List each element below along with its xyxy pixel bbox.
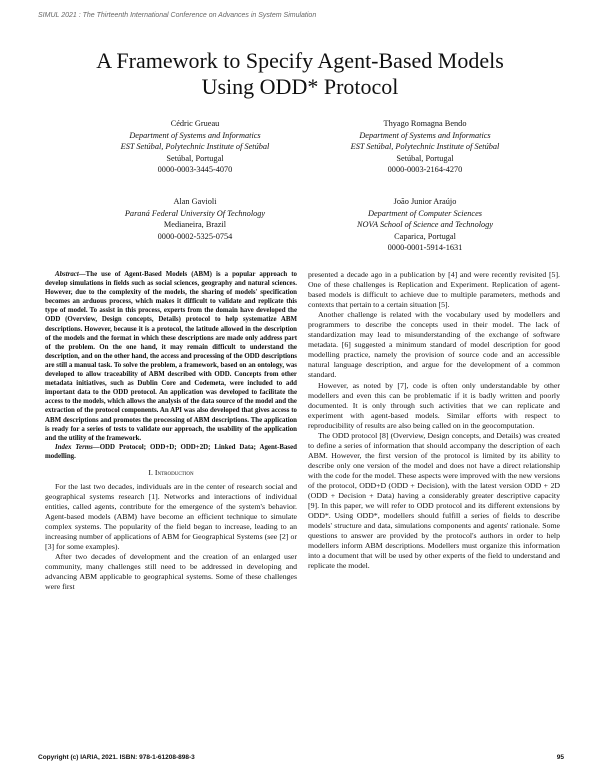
author-orcid: 0000-0003-3445-4070 [157, 165, 233, 175]
page-number: 95 [556, 754, 564, 761]
index-terms [45, 443, 297, 461]
index-terms-lead: Index Terms— [55, 443, 100, 451]
section-heading: I. Introduction [148, 467, 194, 477]
title-line-2: Using ODD* Protocol [201, 74, 399, 99]
author-dept: Department of Systems and Informatics [129, 130, 261, 140]
title-line-1: A Framework to Specify Agent-Based Models [96, 48, 504, 73]
author-block-1 [70, 118, 320, 176]
abstract-text: The use of Agent-Based Models (ABM) is a popular approach to develop simulations in fields such as social sciences, geography and natural sciences. However, due to the complexity of the models, the sharing of models' specification becomes an arduous process, which makes it difficult to validate and replicate this type of model. To assist in this process, experts from the domain have developed the ODD (Overview, Design concepts, Details) protocol to help systematize ABM descriptions. However, because it is a protocol, the latitude allowed in the description of the models and the format in which these descriptions are made only address part of the problem. On the one hand, it may remain difficult to understand the description, and on the other hand, the access and processing of the ODD descriptions are still a manual task. To solve the problem, a framework, based on an ontology, was developed to allow traceability of ABM described with ODD. Concepts from other metadata initiatives, such as Dublin Core and Codemeta, were included to add important data to the ODD protocol. An application was developed to facilitate the access to the models, which allows the analysis of the data source of the model and the extraction of the protocol components. An API was also developed that gives access to ABM descriptions and promotes the processing of ABM descriptions. The application is ready for a series of tests to validate our approach, the usability of the application and the utility of the framework. [45, 271, 297, 442]
author-block-3 [70, 196, 320, 242]
author-location: Medianeira, Brazil [163, 220, 227, 230]
left-column [45, 270, 297, 593]
author-orcid: 0000-0003-2164-4270 [387, 165, 463, 175]
paragraph: For the last two decades, individuals are in the center of research social and geographical systems research [1]. Networks and interactions of individual entities, called agents, contribute for the emergence of the system's behavior. Agent-based models (ABM) have become an efficient technique to simulate complex systems. The popularity of the field began to increase, leading to an increasing number of applications of ABM for Geographical Systems (see [2] or [3] for some examples). [45, 482, 297, 552]
author-name: João Junior Araújo [393, 197, 457, 206]
index-terms-text: ODD Protocol; ODD+D; ODD+2D; Linked Data; Agent-Based modelling. [45, 443, 297, 460]
author-institution: EST Setúbal, Polytechnic Institute of Setúbal [350, 142, 500, 152]
abstract-lead: Abstract— [55, 271, 86, 278]
paragraph: Another challenge is related with the vocabulary used by modellers and programmers to describe the concepts used in their model. The lack of standardization may lead to misunderstanding of the exchange of software metadata. [6] suggested a minimum standard of model description for good modelling practice, namely the provision of source code and an accessible natural language description, and argue for the development of a common standard. [308, 310, 560, 380]
conference-header: SIMUL 2021 : The Thirteenth International Conference on Advances in System Simulation [38, 12, 317, 19]
paper-title [40, 48, 560, 100]
paragraph: After two decades of development and the creation of an enlarged user community, many challenges still need to be addressed in developing and advancing ABM applicable to geographical systems. Some of these challenges were first [45, 552, 297, 592]
paragraph: presented a decade ago in a publication by [4] and were recently revisited [5]. One of these challenges is Replication and Experiment. Replication of agent-based models is difficult to achieve due to multiple parameters, methods and contexts that pertain to a certain situation [5]. [308, 270, 560, 310]
author-name: Thyago Romagna Bendo [383, 119, 467, 128]
author-location: Setúbal, Portugal [396, 153, 454, 163]
footer-copyright: Copyright (c) IARIA, 2021. ISBN: 978-1-61208-898-3 [38, 754, 195, 761]
author-dept: Department of Computer Sciences [367, 208, 483, 218]
author-institution: EST Setúbal, Polytechnic Institute of Setúbal [120, 142, 270, 152]
author-block-2 [300, 118, 550, 176]
paragraph: The ODD protocol [8] (Overview, Design concepts, and Details) was created to define a series of information that should accompany the description of each ABM. However, the first version of the protocol is limited by its ability to describe only one version of the model and does not have a direct relationship with the code for the model. These aspects were improved with the new versions of the protocol, ODD+D (ODD + Decision), with the latest version ODD + 2D (ODD + Decision + Data) having a considerably greater descriptive capacity [9]. In this paper, we will refer to ODD protocol and its different extensions by ODD*. Using ODD*, modellers should fulfill a series of fields to describe models' structure and data, simulations components and agents' rationale. Some questions to answer are provided by the protocol's authors in order to help modellers inform ABM descriptions. Modellers must organize this information into a document that will be used by other experts of the field to understand and replicate the model. [308, 430, 560, 571]
author-location: Caparica, Portugal [394, 231, 456, 241]
author-orcid: 0000-0001-5914-1631 [387, 243, 463, 253]
paragraph: However, as noted by [7], code is often only understandable by other modellers and even this can be problematic if it is badly written and poorly documented. It is only through such activities that we can replicate and experiment with agent-based models. Similar efforts with respect to reproducibility of results are also being called on in the geocomputation. [308, 380, 560, 430]
author-location: Setúbal, Portugal [166, 153, 224, 163]
author-dept: Department of Systems and Informatics [359, 130, 491, 140]
author-institution: Paraná Federal University Of Technology [124, 208, 266, 218]
author-name: Cédric Grueau [170, 119, 220, 128]
right-column [308, 270, 560, 571]
author-block-4 [300, 196, 550, 254]
abstract [45, 270, 297, 443]
author-orcid: 0000-0002-5325-0754 [157, 231, 233, 241]
author-institution: NOVA School of Science and Technology [356, 220, 494, 230]
author-name: Alan Gavioli [173, 197, 217, 206]
